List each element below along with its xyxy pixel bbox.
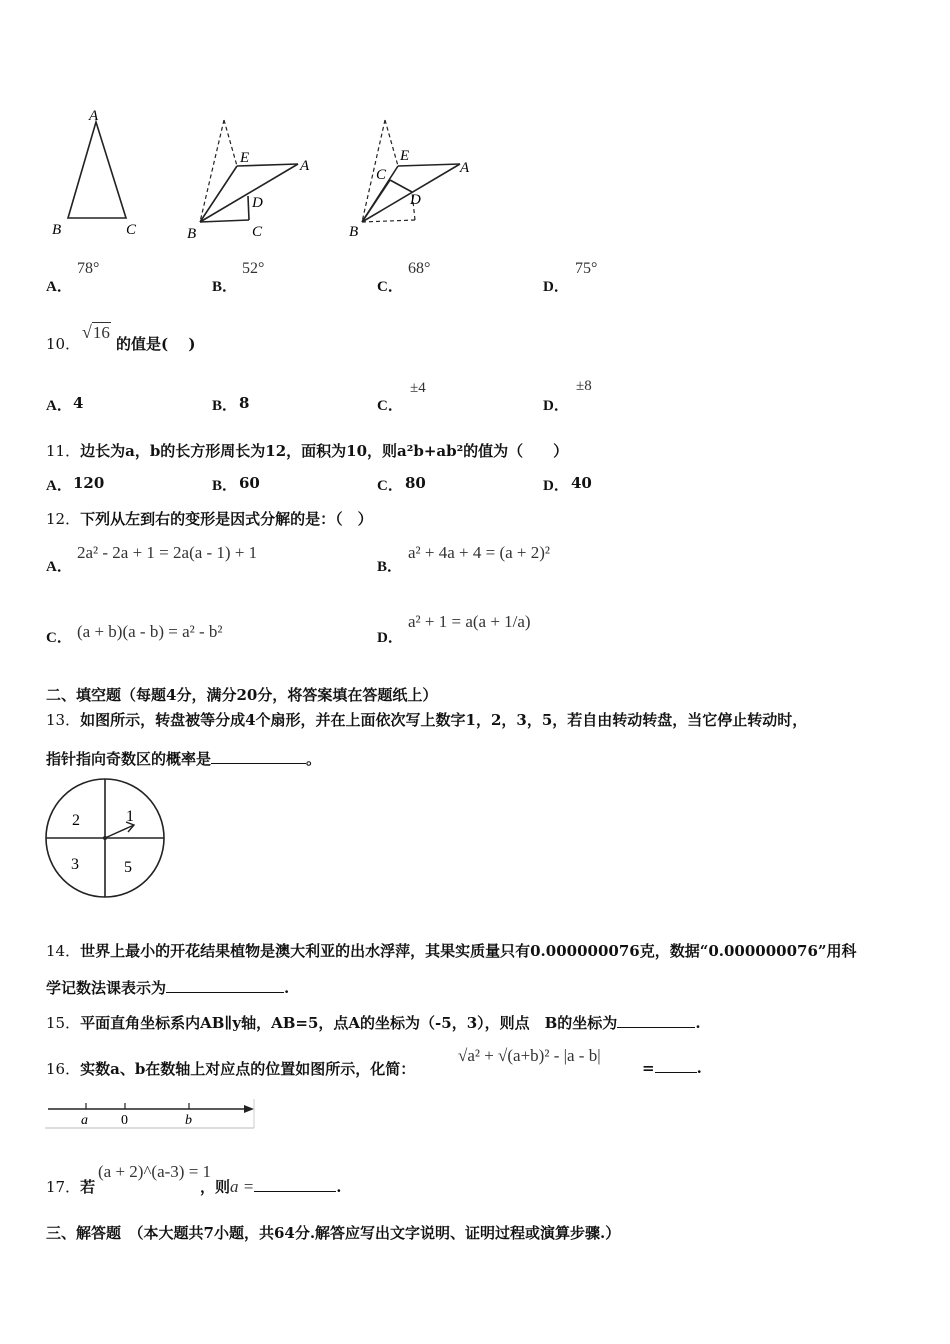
figure-3 [349,120,470,240]
q14-line1 [46,940,857,961]
q12-option-d-value: a² + 1 = a(a + 1/a) [408,612,531,631]
q10-option-b-letter: B． [212,398,238,414]
q17-number: 17． [46,1178,81,1196]
numberline-label-0: 0 [121,1113,128,1128]
q17-answer-blank[interactable] [254,1177,336,1192]
q11-number: 11． [46,442,81,460]
q13-text-line2: 指针指向奇数区的概率是 [46,750,212,768]
spinner-label-5: 5 [124,859,132,876]
q10-option-a-value: 4 [73,394,84,412]
q11-option-a-letter: A． [46,478,72,494]
label-B1: B [52,222,62,238]
spinner-figure [40,775,170,905]
figure-2 [187,120,310,242]
q12-option-c-value: (a + b)(a - b) = a² - b² [77,622,223,641]
q16-equals: = [642,1059,655,1077]
label-E3: E [400,148,410,164]
q10-text: 的值是( ) [116,335,196,353]
q16-number: 16． [46,1060,81,1078]
q15-text: 平面直角坐标系内AB∥y轴，AB=5，点A的坐标为（-5，3），则点 B的坐标为 [80,1014,618,1032]
q16-answer-blank[interactable] [655,1058,697,1073]
numberline-label-a: a [81,1113,88,1128]
q12-text: 下列从左到右的变形是因式分解的是：（ ） [80,510,373,528]
q14-answer-blank[interactable] [166,978,284,993]
q12-option-a-letter: A． [46,559,72,575]
q16-end: . [696,1059,702,1077]
spinner-label-2: 2 [72,812,80,829]
q17-stem [46,1176,95,1197]
q9-option-a-letter: A． [46,279,72,295]
label-D3: D [410,192,421,208]
label-C2: C [252,224,263,240]
q12-number: 12． [46,510,81,528]
q13-answer-blank[interactable] [211,749,306,764]
q10-number: 10． [46,335,81,353]
section-2-title: 二、填空题（每题4分，满分20分，将答案填在答题纸上） [46,686,438,704]
q14-text-line2: 学记数法课表示为 [46,979,167,997]
section-3-title: 三、解答题 （本大题共7小题，共64分.解答应写出文字说明、证明过程或演算步骤.） [46,1224,621,1242]
q13-text-line1: 如图所示，转盘被等分成4个扇形，并在上面依次写上数字1，2，3，5，若自由转动转盘，当它停止转动时， [80,711,808,729]
q17-end: . [336,1178,342,1196]
q10-option-a-letter: A． [46,398,72,414]
q10-option-c-letter: C． [377,398,403,414]
q16-text: 实数a、b在数轴上对应点的位置如图所示，化简： [80,1060,416,1078]
label-B2: B [187,226,197,242]
q13-number: 13． [46,711,81,729]
q17-answer [200,1176,341,1197]
q9-option-d-letter: D． [543,279,569,295]
q11-option-b-value: 60 [239,474,260,492]
q12-option-b-value: a² + 4a + 4 = (a + 2)² [408,543,551,562]
triangle-figures [40,100,490,250]
q15-answer-blank[interactable] [617,1013,695,1028]
q10-sqrt: √16 [82,322,110,342]
number-line-figure [44,1095,259,1131]
numberline-label-b: b [185,1113,192,1128]
figure-1 [52,108,137,238]
q15-end: . [695,1014,701,1032]
q12-stem [46,508,373,529]
q17-prefix: 若 [80,1178,96,1196]
label-D2: D [252,195,263,211]
q9-option-c-value: 68° [408,260,431,277]
q10-option-d-letter: D． [543,398,569,414]
q10-option-b-value: 8 [239,394,250,412]
q17-var: a = [230,1177,255,1196]
q13-end: 。 [306,750,322,768]
q10-option-d-value: ±8 [576,378,592,394]
q13-line2 [46,748,321,769]
label-A3: A [460,160,470,176]
label-B3: B [349,224,359,240]
q11-option-d-value: 40 [571,474,592,492]
q13-line1 [46,709,807,730]
q11-stem [46,440,568,461]
q11-option-d-letter: D． [543,478,569,494]
q10-option-c-value: ±4 [410,380,426,396]
q11-option-c-value: 80 [405,474,426,492]
q17-mid: ，则 [200,1178,231,1196]
q17-expression: (a + 2)^(a-3) = 1 [98,1162,212,1181]
q16-expression: √a² + √(a+b)² - |a - b| [458,1046,601,1065]
q16-answer [642,1058,702,1077]
q10-radicand: 16 [92,323,110,342]
label-C1: C [126,222,137,238]
q12-option-d-letter: D． [377,630,403,646]
q16-stem [46,1058,415,1079]
q9-option-c-letter: C． [377,279,403,295]
label-A1: A [89,108,99,124]
q11-option-a-value: 120 [73,474,105,492]
q14-end: . [284,979,290,997]
q11-option-c-letter: C． [377,478,403,494]
q14-line2 [46,977,289,998]
label-E2: E [240,150,250,166]
label-C3: C [376,167,387,183]
q9-option-a-value: 78° [77,260,100,277]
q9-option-d-value: 75° [575,260,598,277]
spinner-label-1: 1 [126,808,134,825]
q12-option-c-letter: C． [46,630,72,646]
q11-text: 边长为a，b的长方形周长为12，面积为10，则a²b+ab²的值为（ ） [80,442,569,460]
q12-option-a-value: 2a² - 2a + 1 = 2a(a - 1) + 1 [77,543,258,562]
q15-number: 15． [46,1014,81,1032]
q9-option-b-value: 52° [242,260,265,277]
q14-text-line1: 世界上最小的开花结果植物是澳大利亚的出水浮萍，其果实质量只有0.000000076克，数据“0.000000076”用科 [80,942,857,960]
q15-stem [46,1012,701,1033]
spinner-label-3: 3 [71,856,79,873]
q14-number: 14． [46,942,81,960]
q11-option-b-letter: B． [212,478,238,494]
q12-option-b-letter: B． [377,559,403,575]
label-A2: A [300,158,310,174]
q9-option-b-letter: B． [212,279,238,295]
